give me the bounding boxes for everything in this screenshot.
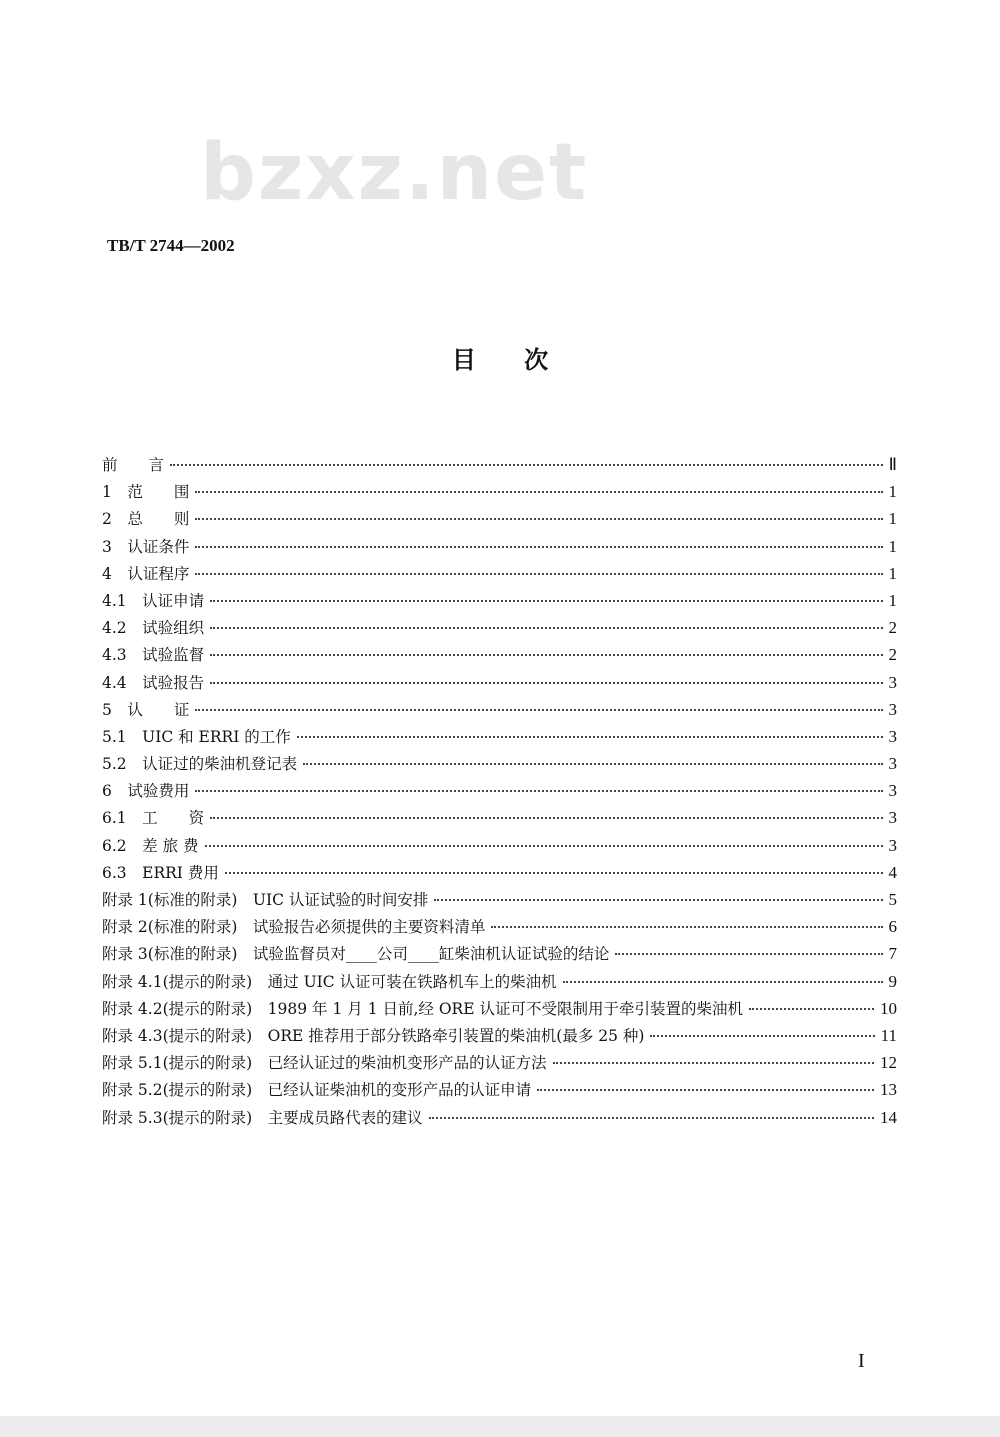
toc-entry[interactable] [102,970,897,997]
dot-leader [537,1089,874,1091]
dot-leader [429,1117,874,1119]
toc-entry-page: 14 [880,1107,897,1127]
toc-entry-page: 6 [888,917,897,937]
toc-entry-page: 4 [888,862,897,882]
toc-entry-page: 11 [880,1025,897,1045]
bottom-bar [0,1416,1000,1437]
dot-leader [210,600,882,602]
dot-leader [210,654,882,656]
dot-leader [195,546,882,548]
toc-entry-label: 附录 4.3(提示的附录) ORE 推荐用于部分铁路牵引装置的柴油机(最多 25 种) [102,1026,645,1045]
toc-entry-page: 1 [888,563,897,583]
dot-leader [195,573,882,575]
toc-entry-page: 13 [880,1080,897,1100]
toc-entry-page: 3 [888,835,897,855]
toc-entry[interactable] [102,535,897,562]
toc-entry-label: 5.1 UIC 和 ERRI 的工作 [102,727,291,746]
toc-entry-page: 2 [888,618,897,638]
toc-entry-label: 2 总 则 [102,510,190,529]
toc-entry[interactable] [102,779,897,806]
toc-entry[interactable] [102,643,897,670]
toc-entry[interactable] [102,834,897,861]
toc-entry-page: 10 [880,998,897,1018]
toc-entry-page: 1 [888,536,897,556]
toc-entry-label: 6.1 工 资 [102,809,205,828]
toc-entry[interactable] [102,1078,897,1105]
toc-entry-label: 3 认证条件 [102,537,190,556]
dot-leader [170,464,883,466]
toc-entry-label: 6.3 ERRI 费用 [102,863,219,882]
toc-entry[interactable] [102,997,897,1024]
toc-entry-page: 2 [888,645,897,665]
dot-leader [297,736,883,738]
dot-leader [749,1008,874,1010]
watermark: bzxz.net [200,128,589,218]
toc-entry-label: 4.4 试验报告 [102,673,205,692]
toc-entry[interactable] [102,806,897,833]
toc-entry-label: 4.1 认证申请 [102,591,205,610]
toc-entry[interactable] [102,942,897,969]
toc-entry[interactable] [102,616,897,643]
dot-leader [491,926,882,928]
toc-entry[interactable] [102,453,897,480]
dot-leader [434,899,882,901]
toc-entry-label: 1 范 围 [102,483,190,502]
toc-entry-label: 附录 5.1(提示的附录) 已经认证过的柴油机变形产品的认证方法 [102,1054,547,1073]
toc-entry[interactable] [102,480,897,507]
toc-entry-page: 3 [888,754,897,774]
dot-leader [195,518,882,520]
dot-leader [195,790,882,792]
toc-entry[interactable] [102,888,897,915]
toc-entry-page: 3 [888,672,897,692]
toc-entry-page: 3 [888,781,897,801]
toc-entry[interactable] [102,698,897,725]
toc-entry-page: 1 [888,509,897,529]
toc-entry[interactable] [102,1051,897,1078]
dot-leader [205,845,883,847]
toc-entry-label: 附录 4.1(提示的附录) 通过 UIC 认证可装在铁路机车上的柴油机 [102,972,557,991]
toc-entry-label: 5 认 证 [102,700,190,719]
toc-entry-label: 附录 1(标准的附录) UIC 认证试验的时间安排 [102,891,429,909]
toc-entry-label: 附录 3(标准的附录) 试验监督员对____公司____缸柴油机认证试验的结论 [102,945,610,964]
toc-entry-page: 1 [888,590,897,610]
toc-entry-label: 附录 4.2(提示的附录) 1989 年 1 月 1 日前,经 ORE 认证可不受限制用于牵引装置的柴油机 [102,999,743,1018]
toc-entry-page: 1 [888,482,897,502]
toc-entry-label: 6 试验费用 [102,782,190,801]
toc-entry[interactable] [102,562,897,589]
toc-entry-page: 3 [888,808,897,828]
dot-leader [563,981,883,983]
toc-entry-label: 附录 5.3(提示的附录) 主要成员路代表的建议 [102,1108,423,1127]
page-title: 目 次 [451,346,549,374]
toc-entry[interactable] [102,589,897,616]
toc-entry-label: 前 言 [102,456,165,474]
toc-entry-label: 附录 2(标准的附录) 试验报告必须提供的主要资料清单 [102,918,486,937]
toc-entry-label: 附录 5.2(提示的附录) 已经认证柴油机的变形产品的认证申请 [102,1081,532,1100]
toc-entry-label: 4.3 试验监督 [102,646,205,665]
toc-entry[interactable] [102,861,897,888]
toc-entry-page: 3 [888,699,897,719]
toc-entry-label: 4 认证程序 [102,564,190,583]
dot-leader [195,491,882,493]
dot-leader [210,627,882,629]
page-number: I [858,1350,865,1372]
toc-entry[interactable] [102,671,897,698]
dot-leader [210,682,882,684]
dot-leader [615,953,882,955]
toc-entry-label: 5.2 认证过的柴油机登记表 [102,755,298,774]
dot-leader [225,872,883,874]
toc-entry[interactable] [102,1024,897,1051]
toc-entry-label: 6.2 差 旅 费 [102,836,199,855]
dot-leader [195,709,882,711]
toc-entry-page: 5 [888,890,897,909]
dot-leader [553,1062,874,1064]
dot-leader [210,817,882,819]
dot-leader [650,1035,874,1037]
toc-entry-page: 7 [888,944,897,964]
toc-entry[interactable] [102,752,897,779]
toc-entry-page: 9 [888,971,897,991]
toc-entry-page: Ⅱ [888,455,897,474]
table-of-contents [102,453,897,1133]
toc-entry-page: 12 [880,1053,897,1073]
toc-entry-label: 4.2 试验组织 [102,619,205,638]
toc-entry[interactable] [102,1106,897,1133]
toc-entry-page: 3 [888,726,897,746]
toc-entry[interactable] [102,915,897,942]
standard-number: TB/T 2744—2002 [107,236,235,255]
dot-leader [303,763,882,765]
toc-entry[interactable] [102,507,897,534]
toc-entry[interactable] [102,725,897,752]
